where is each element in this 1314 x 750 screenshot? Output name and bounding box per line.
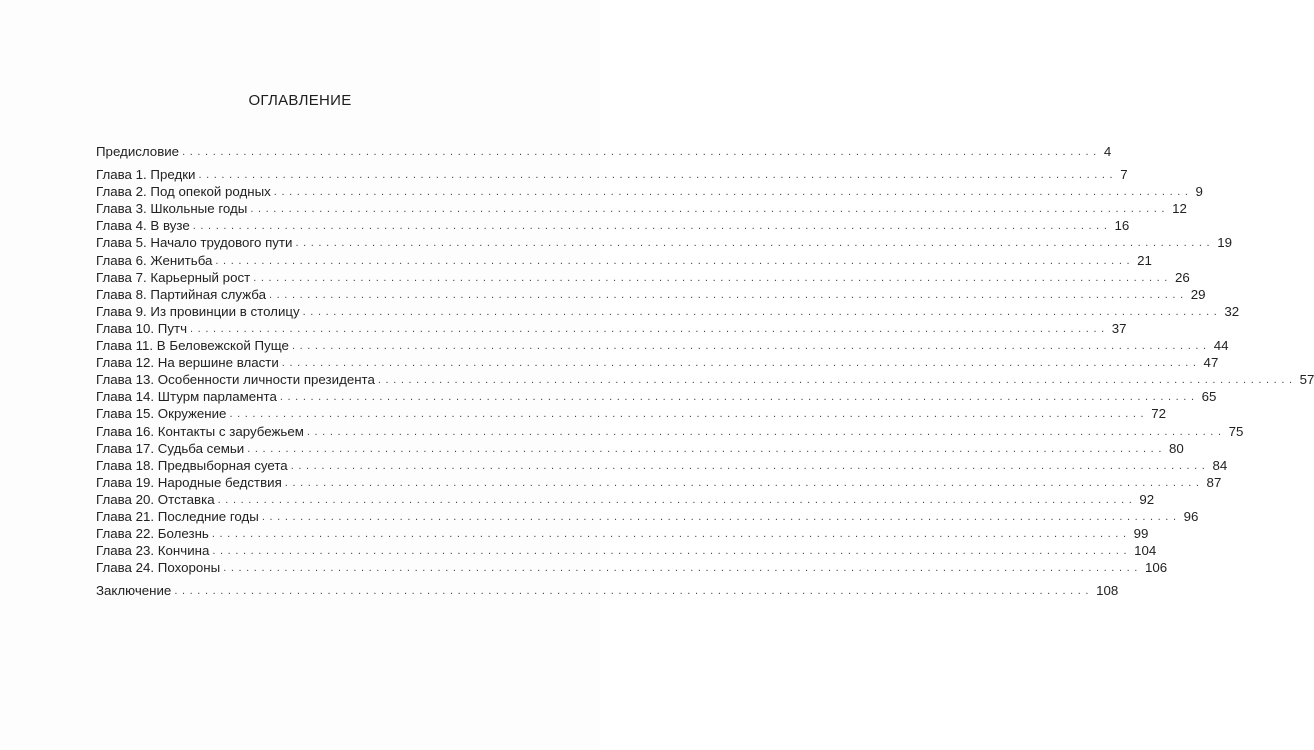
toc-entry bbox=[96, 286, 1206, 303]
toc-entry-page: 12 bbox=[1172, 201, 1187, 217]
leader-dots: ........................................................................................................................ bbox=[215, 254, 1135, 267]
leader-dots: ........................................................................................................................ bbox=[211, 528, 1131, 541]
toc-entry-label: Глава 8. Партийная служба bbox=[96, 286, 266, 302]
toc-entry bbox=[96, 303, 1240, 320]
leader-dots: ........................................................................................................................ bbox=[273, 186, 1193, 199]
toc-entry bbox=[96, 582, 1119, 599]
toc-entry-label: Глава 1. Предки bbox=[96, 167, 196, 183]
toc-entry bbox=[96, 252, 1152, 269]
toc-entry bbox=[96, 491, 1155, 508]
toc-entry bbox=[96, 388, 1217, 405]
toc-entry-page: 72 bbox=[1151, 406, 1166, 422]
toc-entry bbox=[96, 337, 1229, 354]
toc-entry-label: Глава 24. Похороны bbox=[96, 560, 221, 576]
leader-dots: ........................................................................................................................ bbox=[295, 237, 1215, 250]
leader-dots: ........................................................................................................................ bbox=[253, 271, 1172, 284]
toc-entry-label: Глава 3. Школьные годы bbox=[96, 201, 248, 217]
toc-entry-page: 37 bbox=[1111, 320, 1127, 336]
toc-entry bbox=[96, 234, 1232, 251]
toc-entry-page: 26 bbox=[1174, 269, 1190, 285]
toc-entry-page: 9 bbox=[1195, 184, 1203, 200]
toc-entry-label: Глава 7. Карьерный рост bbox=[96, 269, 251, 285]
toc-entry bbox=[96, 354, 1219, 371]
leader-dots: ........................................................................................................................ bbox=[190, 322, 1109, 335]
leader-dots: ........................................................................................................................ bbox=[198, 169, 1118, 182]
toc-entry bbox=[96, 559, 1168, 576]
toc-entry-label: Глава 11. В Беловежской Пуще bbox=[96, 338, 289, 354]
toc-entry-page: 106 bbox=[1144, 560, 1168, 576]
toc-entry bbox=[96, 371, 1314, 388]
toc-entry bbox=[96, 200, 1187, 217]
toc-entry-label: Глава 12. На вершине власти bbox=[96, 355, 279, 371]
toc-entry-label: Предисловие bbox=[96, 144, 180, 159]
leader-dots: ........................................................................................................................ bbox=[306, 425, 1226, 438]
toc-entry-label: Глава 10. Путч bbox=[96, 320, 188, 336]
toc-entry-page: 99 bbox=[1133, 526, 1149, 542]
toc-entry-page: 47 bbox=[1203, 355, 1219, 371]
toc-entry-label: Заключение bbox=[96, 583, 172, 599]
leader-dots: ........................................................................................................................ bbox=[174, 585, 1094, 598]
toc-entry bbox=[96, 320, 1127, 337]
toc-entry-label: Глава 14. Штурм парламента bbox=[96, 389, 277, 405]
leader-dots: ........................................................................................................................ bbox=[281, 357, 1201, 370]
leader-dots: ........................................................................................................................ bbox=[192, 220, 1112, 233]
leader-dots: ........................................................................................................................ bbox=[223, 562, 1142, 575]
leader-dots: ........................................................................................................................ bbox=[261, 510, 1181, 523]
toc-entry-label: Глава 22. Болезнь bbox=[96, 526, 209, 542]
toc-entry-page: 84 bbox=[1212, 457, 1228, 473]
leader-dots: ........................................................................................................................ bbox=[250, 203, 1170, 216]
leader-dots: ........................................................................................................................ bbox=[284, 476, 1204, 489]
page-title: ОГЛАВЛЕНИЕ bbox=[248, 92, 352, 109]
leader-dots: ........................................................................................................................ bbox=[247, 442, 1166, 455]
toc-entry-page: 65 bbox=[1201, 389, 1217, 405]
toc-entry bbox=[96, 405, 1166, 422]
toc-entry-label: Глава 13. Особенности личности президента bbox=[96, 372, 375, 388]
toc-entry bbox=[96, 542, 1157, 559]
toc-entry-label: Глава 15. Окружение bbox=[96, 406, 227, 422]
toc-entry-page: 16 bbox=[1114, 218, 1130, 234]
leader-dots: ........................................................................................................................ bbox=[182, 146, 1101, 158]
toc-entry-page: 108 bbox=[1096, 583, 1119, 599]
leader-dots: ........................................................................................................................ bbox=[290, 459, 1210, 472]
leader-dots: ........................................................................................................................ bbox=[291, 340, 1211, 353]
toc-entry-label: Глава 6. Женитьба bbox=[96, 252, 213, 268]
leader-dots: ........................................................................................................................ bbox=[279, 391, 1199, 404]
toc-entry bbox=[96, 474, 1222, 491]
toc-entry-page: 32 bbox=[1224, 303, 1240, 319]
toc-entry-label: Глава 16. Контакты с зарубежьем bbox=[96, 423, 304, 439]
toc-entry-page: 29 bbox=[1190, 286, 1206, 302]
toc-entry-label: Глава 19. Народные бедствия bbox=[96, 474, 282, 490]
toc-entry-label: Глава 20. Отставка bbox=[96, 491, 215, 507]
leader-dots: ........................................................................................................................ bbox=[268, 288, 1188, 301]
toc-entry bbox=[96, 525, 1149, 542]
toc-entry bbox=[96, 440, 1184, 457]
toc-entry bbox=[96, 457, 1228, 474]
toc-entry-page: 7 bbox=[1120, 167, 1128, 183]
leader-dots: ........................................................................................................................ bbox=[212, 545, 1132, 558]
toc-entry-label: Глава 18. Предвыборная суета bbox=[96, 457, 288, 473]
toc-entry-label: Глава 2. Под опекой родных bbox=[96, 184, 271, 200]
leader-dots: ........................................................................................................................ bbox=[377, 374, 1297, 387]
leader-dots: ........................................................................................................................ bbox=[302, 305, 1222, 318]
toc-entry-label: Глава 21. Последние годы bbox=[96, 508, 259, 524]
toc-entry-page: 4 bbox=[1103, 144, 1112, 159]
toc-entry-page: 75 bbox=[1228, 423, 1244, 439]
toc-entry bbox=[96, 183, 1203, 200]
toc-entry-label: Глава 5. Начало трудового пути bbox=[96, 235, 293, 251]
toc-entry bbox=[96, 269, 1190, 286]
toc-entry-page: 104 bbox=[1134, 543, 1157, 559]
toc-entry bbox=[96, 423, 1244, 440]
leader-dots: ........................................................................................................................ bbox=[229, 408, 1149, 421]
toc-entry bbox=[96, 143, 1112, 160]
toc-entry-page: 44 bbox=[1213, 338, 1229, 354]
toc-entry-page: 87 bbox=[1206, 474, 1222, 490]
table-of-contents bbox=[96, 143, 1314, 599]
toc-entry-label: Глава 9. Из провинции в столицу bbox=[96, 303, 300, 319]
toc-entry bbox=[96, 508, 1199, 525]
toc-entry bbox=[96, 217, 1130, 234]
leader-dots: ........................................................................................................................ bbox=[217, 493, 1137, 506]
toc-entry-page: 96 bbox=[1183, 508, 1199, 524]
toc-entry-label: Глава 17. Судьба семьи bbox=[96, 440, 245, 456]
toc-entry bbox=[96, 166, 1128, 183]
toc-entry-page: 80 bbox=[1168, 440, 1184, 456]
toc-entry-page: 92 bbox=[1139, 491, 1155, 507]
toc-entry-label: Глава 23. Кончина bbox=[96, 543, 210, 559]
toc-entry-page: 21 bbox=[1137, 252, 1152, 268]
toc-entry-label: Глава 4. В вузе bbox=[96, 218, 190, 234]
toc-entry-page: 19 bbox=[1217, 235, 1232, 251]
toc-entry-page: 57 bbox=[1299, 372, 1314, 388]
